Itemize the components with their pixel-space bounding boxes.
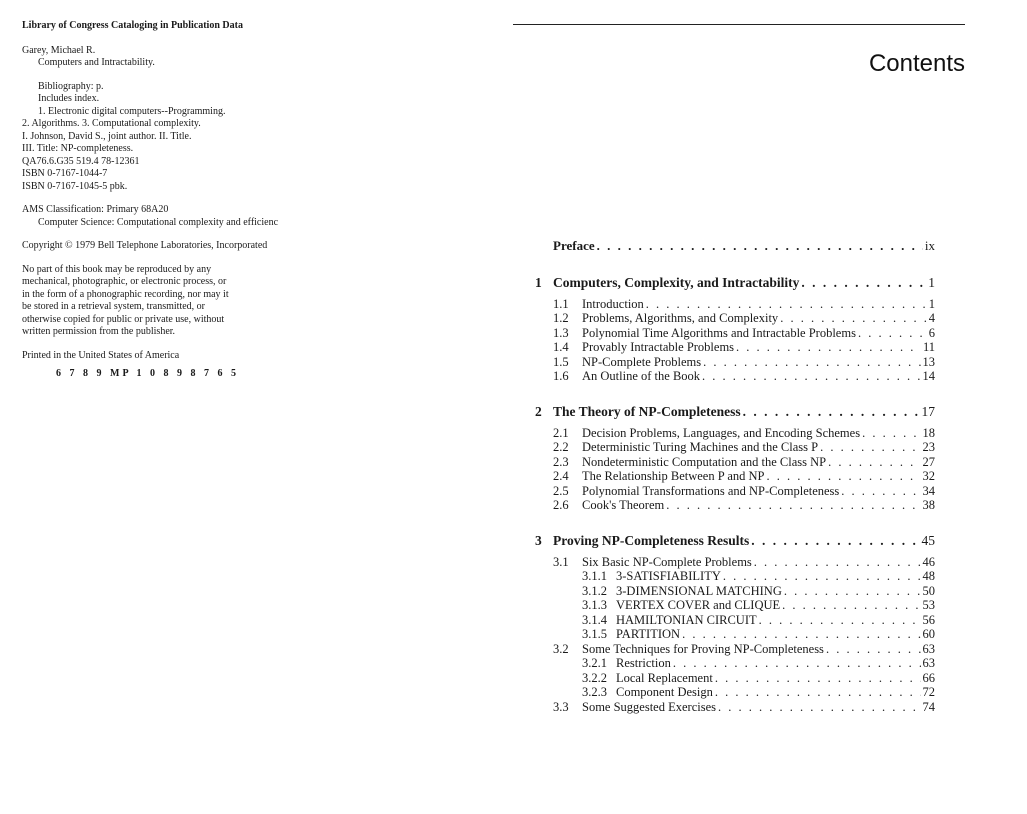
- toc-section-1-6[interactable]: [553, 369, 935, 384]
- leader-dots: [715, 685, 921, 700]
- toc-chapter-title: Proving NP-Completeness Results: [553, 532, 750, 548]
- toc-entry-title: VERTEX COVER and CLIQUE: [616, 598, 781, 612]
- toc-entry-page: 48: [922, 569, 935, 583]
- cip-line: in the form of a phonographic recording, nor may it: [22, 288, 229, 300]
- leader-dots: [820, 440, 920, 455]
- toc-section-1-2[interactable]: [553, 311, 935, 326]
- toc-entry-title: Polynomial Transformations and NP-Completeness: [582, 483, 840, 498]
- toc-chapter-page: 17: [921, 403, 935, 419]
- toc-entry-page: 56: [922, 612, 935, 627]
- toc-entry-title: The Relationship Between P and NP: [582, 469, 765, 483]
- toc-chapter-block: [535, 275, 935, 384]
- toc-entry-number: 1.4: [553, 340, 569, 354]
- toc-section-2-4[interactable]: [553, 469, 935, 484]
- toc-entry-number: 2.2: [553, 440, 569, 454]
- cip-line: ISBN 0-7167-1045-5 pbk.: [22, 180, 128, 192]
- spacer: [22, 193, 342, 204]
- toc-entry-title: 3-DIMENSIONAL MATCHING: [616, 583, 782, 598]
- printing-line: 6 7 8 9 MP 1 0 8 9 8 7 6 5: [56, 368, 239, 379]
- toc-entry-page: 63: [922, 641, 935, 656]
- leader-dots: [782, 598, 920, 613]
- toc-entry-page: 63: [922, 656, 935, 670]
- toc-section-1-4[interactable]: [553, 340, 935, 355]
- cip-line: otherwise copied for public or private use, without: [22, 313, 225, 325]
- toc-entry-title: NP-Complete Problems: [582, 354, 702, 369]
- toc-entry-title: Cook's Theorem: [582, 498, 665, 512]
- toc-preface[interactable]: [553, 238, 935, 253]
- page-title: Contents: [868, 50, 965, 77]
- toc-entry-page: 23: [922, 440, 935, 454]
- toc-entry-title: Provably Intractable Problems: [582, 340, 735, 354]
- toc-entry-number: 2.6: [553, 498, 569, 512]
- toc-entry-title: Polynomial Time Algorithms and Intractable Problems: [582, 325, 856, 340]
- leader-dots: [841, 484, 920, 499]
- cip-line: Computer Science: Computational complexity and efficienc: [38, 216, 279, 228]
- toc-chapter-block: [535, 533, 935, 715]
- toc-entry-page: 1: [928, 296, 935, 311]
- toc-subsection-3-2-2[interactable]: [582, 671, 935, 686]
- toc-chapter-page: 45: [921, 532, 935, 548]
- toc-chapter-3[interactable]: [535, 533, 935, 551]
- cip-line: Computers and Intractability.: [38, 57, 155, 68]
- toc-entry-title: Nondeterministic Computation and the Class NP: [582, 454, 827, 469]
- toc-subsection-3-1-2[interactable]: [582, 584, 935, 599]
- toc-subsection-3-1-4[interactable]: [582, 613, 935, 628]
- toc-entry-title: Decision Problems, Languages, and Encoding Schemes: [582, 425, 861, 440]
- cip-line: Garey, Michael R.: [22, 44, 96, 56]
- leader-dots: [826, 642, 921, 657]
- toc-entry-number: 2.1: [553, 425, 569, 440]
- toc-entry-title: Restriction: [616, 656, 671, 670]
- toc-entry-page: 74: [922, 699, 935, 714]
- spacer: [22, 229, 342, 240]
- toc-entry-page: 14: [922, 369, 935, 383]
- toc-chapter-block: [535, 404, 935, 513]
- toc-chapter-number: 3: [535, 532, 542, 548]
- toc-entry-page: 34: [922, 483, 935, 498]
- toc-entry-title: An Outline of the Book: [582, 369, 701, 383]
- spacer: [22, 70, 342, 81]
- spacer: [22, 253, 342, 264]
- toc-entry-title: Deterministic Turing Machines and the Class P: [582, 440, 819, 454]
- toc-entry-page: 60: [922, 627, 935, 641]
- toc-entry-page: 38: [922, 498, 935, 512]
- leader-dots: [767, 469, 921, 484]
- toc-entry-title: Introduction: [582, 296, 644, 311]
- toc-entry-number: 2.3: [553, 454, 569, 469]
- toc-entry-page: 72: [922, 685, 935, 699]
- leader-dots: [736, 340, 921, 355]
- toc-section-2-5[interactable]: [553, 484, 935, 499]
- toc-subsection-3-2-3[interactable]: [582, 685, 935, 700]
- toc-entry-page: 4: [928, 311, 935, 325]
- leader-dots: [723, 569, 921, 584]
- leader-dots: [858, 326, 927, 341]
- toc-chapter-number: 2: [535, 403, 542, 419]
- toc-entry-number: 2.4: [553, 469, 569, 483]
- toc-entry-title: Component Design: [616, 685, 713, 699]
- toc-chapter-page: 1: [928, 274, 935, 290]
- cip-line: 2. Algorithms. 3. Computational complexity.: [22, 118, 201, 129]
- leader-dots: [597, 238, 923, 254]
- toc-entry-title: PARTITION: [616, 627, 681, 641]
- toc-entry-page: 13: [922, 354, 935, 369]
- cip-block: [22, 45, 342, 363]
- toc-entry-page: 11: [922, 340, 935, 354]
- cip-line: AMS Classification: Primary 68A20: [22, 204, 169, 215]
- toc-entry-title: Problems, Algorithms, and Complexity: [582, 311, 779, 325]
- leader-dots: [828, 455, 920, 470]
- toc-subsection-3-1-3[interactable]: [582, 598, 935, 613]
- toc-entry-title: Local Replacement: [616, 670, 713, 685]
- toc-entry-title: HAMILTONIAN CIRCUIT: [616, 612, 757, 627]
- toc-section-3-3[interactable]: [553, 700, 935, 715]
- toc-entry-page: 50: [922, 583, 935, 598]
- cip-line: I. Johnson, David S., joint author. II. Title.: [22, 130, 192, 142]
- toc-entry-title: Some Suggested Exercises: [582, 699, 717, 714]
- toc-entry-page: 32: [922, 469, 935, 483]
- cip-line: ISBN 0-7167-1044-7: [22, 168, 108, 179]
- cip-line: QA76.6.G35 519.4 78-12361: [22, 155, 140, 167]
- leader-dots: [718, 700, 920, 715]
- toc-entry-page: 27: [922, 454, 935, 469]
- toc-section-3-1[interactable]: [553, 555, 935, 570]
- toc-entry-number: 3.1: [553, 554, 569, 569]
- cip-line: No part of this book may be reproduced by any: [22, 263, 212, 275]
- toc-subsection-3-1-5[interactable]: [582, 627, 935, 642]
- toc-entry-number: 3.1.2: [582, 583, 607, 598]
- cip-heading: Library of Congress Cataloging in Publication Data: [22, 20, 243, 31]
- cip-line: 1. Electronic digital computers--Programming.: [38, 105, 226, 117]
- toc-subsection-3-2-1[interactable]: [582, 656, 935, 671]
- toc-chapter-1[interactable]: [535, 275, 935, 293]
- toc-entry-page: 18: [922, 425, 935, 440]
- spacer: [22, 339, 342, 350]
- leader-dots: [715, 671, 921, 686]
- toc-section-2-3[interactable]: [553, 455, 935, 470]
- toc-entry-title: Six Basic NP-Complete Problems: [582, 554, 752, 569]
- toc-entry-number: 3.1.3: [582, 598, 607, 612]
- toc-entry-page: 66: [922, 670, 935, 685]
- toc-entry-title: Some Techniques for Proving NP-Completeness: [582, 641, 824, 656]
- leader-dots: [682, 627, 920, 642]
- cip-line: be stored in a retrieval system, transmitted, or: [22, 301, 206, 312]
- table-of-contents: [535, 238, 935, 734]
- toc-section-2-6[interactable]: [553, 498, 935, 513]
- toc-section-3-2[interactable]: [553, 642, 935, 657]
- cip-line: Printed in the United States of America: [22, 349, 180, 361]
- leader-dots: [703, 355, 920, 370]
- leader-dots: [751, 533, 919, 549]
- leader-dots: [862, 426, 920, 441]
- toc-entry-page: 53: [922, 598, 935, 612]
- toc-section-1-3[interactable]: [553, 326, 935, 341]
- toc-entry-number: 1.2: [553, 311, 569, 325]
- toc-section-2-2[interactable]: [553, 440, 935, 455]
- leader-dots: [784, 584, 921, 599]
- leader-dots: [646, 297, 927, 312]
- toc-entry-number: 1.6: [553, 369, 569, 383]
- toc-chapter-title: Computers, Complexity, and Intractability: [553, 274, 800, 290]
- toc-entry-number: 3.1.4: [582, 612, 607, 627]
- toc-entry-number: 2.5: [553, 483, 569, 498]
- cip-line: Copyright © 1979 Bell Telephone Laboratories, Incorporated: [22, 240, 268, 251]
- toc-entry-number: 3.2.3: [582, 685, 607, 699]
- copyright-page: [22, 20, 342, 381]
- toc-section-2-1[interactable]: [553, 426, 935, 441]
- toc-entry-number: 3.2.2: [582, 670, 607, 685]
- leader-dots: [780, 311, 927, 326]
- toc-entry-page: 46: [922, 554, 935, 569]
- leader-dots: [666, 498, 920, 513]
- toc-entry-number: 3.1.1: [582, 569, 607, 583]
- toc-chapter-number: 1: [535, 274, 542, 290]
- toc-entry-title: 3-SATISFIABILITY: [616, 569, 721, 583]
- toc-entry-number: 3.2: [553, 641, 569, 656]
- leader-dots: [743, 404, 920, 420]
- toc-chapter-title: The Theory of NP-Completeness: [553, 403, 741, 419]
- toc-entry-number: 3.3: [553, 699, 569, 714]
- cip-line: mechanical, photographic, or electronic process, or: [22, 276, 227, 287]
- leader-dots: [759, 613, 921, 628]
- cip-line: Includes index.: [38, 93, 100, 104]
- leader-dots: [754, 555, 921, 570]
- toc-chapters: [535, 275, 935, 715]
- toc-subsection-3-1-1[interactable]: [582, 569, 935, 584]
- cip-line: III. Title: NP-completeness.: [22, 143, 134, 154]
- toc-chapter-2[interactable]: [535, 404, 935, 422]
- toc-entry-page: ix: [924, 238, 935, 253]
- leader-dots: [801, 275, 926, 291]
- toc-entry-title: Preface: [553, 238, 595, 253]
- leader-dots: [702, 369, 920, 384]
- toc-entry-number: 1.3: [553, 325, 569, 340]
- toc-entry-number: 3.1.5: [582, 627, 607, 641]
- toc-section-1-1[interactable]: [553, 297, 935, 312]
- leader-dots: [673, 656, 921, 671]
- cip-line: Bibliography: p.: [38, 80, 104, 92]
- toc-entry-page: 6: [928, 325, 935, 340]
- toc-entry-number: 1.1: [553, 296, 569, 311]
- cip-line: written permission from the publisher.: [22, 326, 176, 337]
- toc-entry-number: 1.5: [553, 354, 569, 369]
- top-rule: [513, 24, 965, 25]
- toc-section-1-5[interactable]: [553, 355, 935, 370]
- toc-entry-number: 3.2.1: [582, 656, 607, 670]
